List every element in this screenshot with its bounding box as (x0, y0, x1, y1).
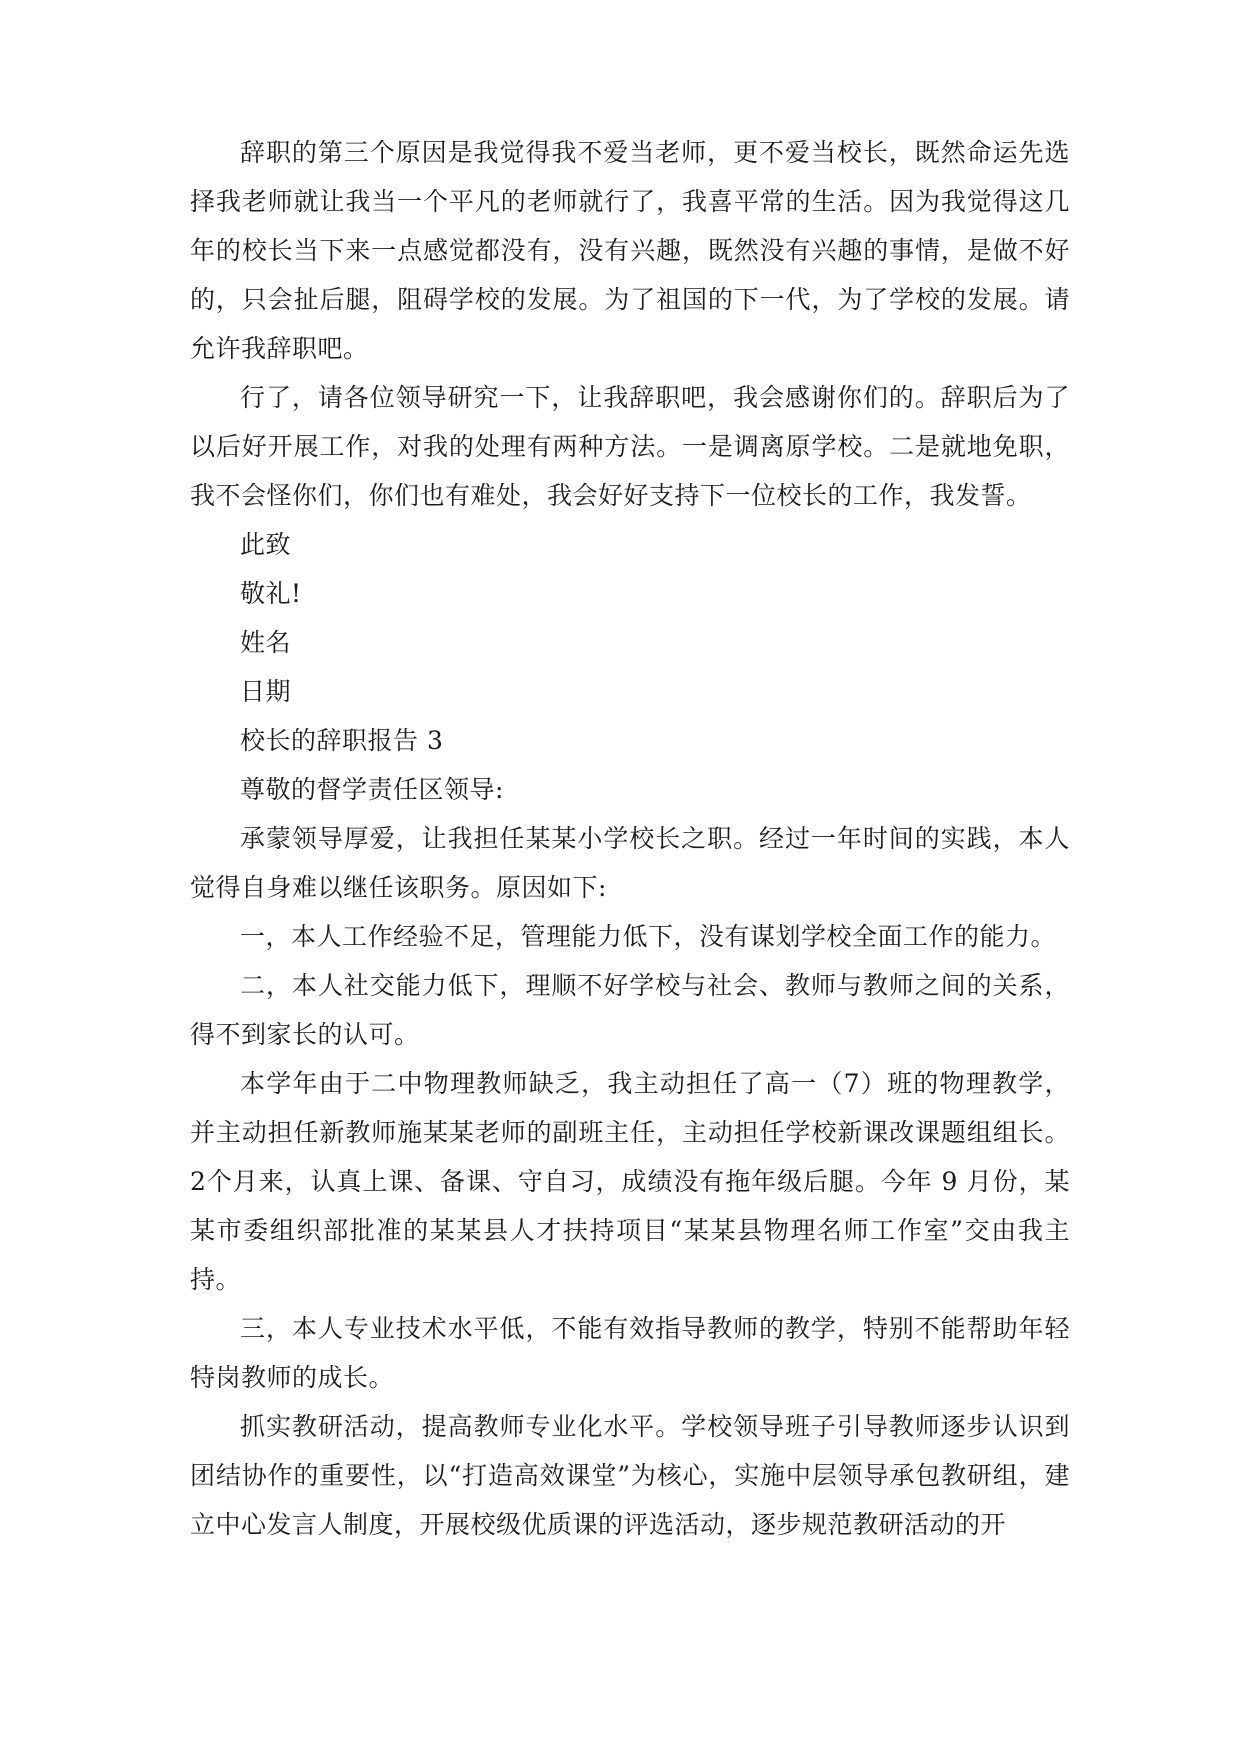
closing-regards: 敬礼! (240, 579, 302, 608)
paragraph-reason-2: 二，本人社交能力低下，理顺不好学校与社会、教师与教师之间的关系，得不到家长的认可。 (190, 971, 1070, 1049)
section-title: 校长的辞职报告 3 (240, 726, 444, 755)
paragraph-teaching-research: 抓实教研活动，提高教师专业化水平。学校领导班子引导教师逐步认识到团结协作的重要性，以“打造高效课堂”为核心，实施中层领导承包教研组，建立中心发言人制度，开展校级优质课的评选活动，逐步规范教研活动的开 (190, 1412, 1070, 1539)
paragraph-physics-teaching: 本学年由于二中物理教师缺乏，我主动担任了高一（7）班的物理教学，并主动担任新教师施某某老师的副班主任，主动担任学校新课改课题组组长。2个月来，认真上课、备课、守自习，成绩没有拖年级后腿。今年 9 月份，某某市委组织部批准的某某县人才扶持项目“某某县物理名师工作室”交由我主持。 (190, 1069, 1070, 1294)
closing-salutation: 此致 (240, 530, 292, 559)
signature-name: 姓名 (240, 628, 292, 657)
paragraph-request-research: 行了，请各位领导研究一下，让我辞职吧，我会感谢你们的。辞职后为了以后好开展工作，对我的处理有两种方法。一是调离原学校。二是就地免职，我不会怪你们，你们也有难处，我会好好支持下一位校长的工作，我发誓。 (190, 383, 1070, 510)
paragraph-resignation-reason-3: 辞职的第三个原因是我觉得我不爱当老师，更不爱当校长，既然命运先选择我老师就让我当一个平凡的老师就行了，我喜平常的生活。因为我觉得这几年的校长当下来一点感觉都没有，没有兴趣，既然没有兴趣的事情，是做不好的，只会扯后腿，阻碍学校的发展。为了祖国的下一代，为了学校的发展。请允许我辞职吧。 (190, 138, 1070, 363)
paragraph-reason-3: 三，本人专业技术水平低，不能有效指导教师的教学，特别不能帮助年轻特岗教师的成长。 (190, 1314, 1070, 1392)
paragraph-reason-1: 一，本人工作经验不足，管理能力低下，没有谋划学校全面工作的能力。 (240, 922, 1057, 951)
signature-date: 日期 (240, 677, 292, 706)
document-body (190, 128, 1070, 1549)
letter-greeting: 尊敬的督学责任区领导: (240, 775, 504, 804)
paragraph-intro: 承蒙领导厚爱，让我担任某某小学校长之职。经过一年时间的实践，本人觉得自身难以继任该职务。原因如下: (190, 824, 1070, 902)
